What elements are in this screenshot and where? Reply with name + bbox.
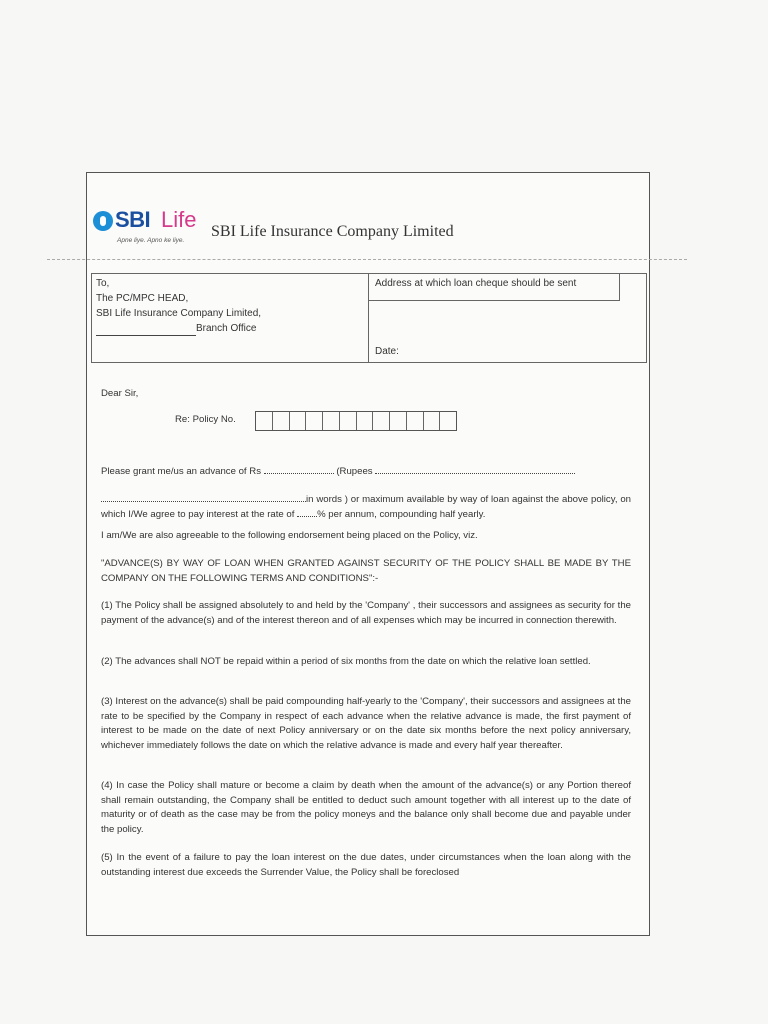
logo-tagline: Apne liye. Apno ke liye.: [117, 237, 185, 244]
cheque-address-label: Address at which loan cheque should be sent: [375, 278, 577, 289]
policy-number-boxes[interactable]: [255, 411, 457, 431]
advance-amount-label: Please grant me/us an advance of Rs: [101, 466, 261, 477]
interest-rate-text: policy, on which I/We agree to pay interest at the rate of: [101, 494, 631, 520]
loan-request-form: [86, 172, 650, 936]
amount-blank[interactable]: [264, 473, 334, 474]
clause-5: (5) In the event of a failure to pay the loan interest on the due dates, under circumstances when the loan along with the outstanding interest due exceeds the Surrender Value, the Policy shall be foreclosed: [101, 852, 631, 878]
rate-blank[interactable]: [297, 516, 317, 517]
clause-4: (4) In case the Policy shall mature or become a claim by death when the amount of the advance(s) or any Portion thereof shall remain outstanding, the Company shall be entitled to deduct such amount together with all interest up to the date of maturity or of death as the case may be from the policy moneys and the balance only shall become due and payable under the policy.: [101, 780, 631, 835]
in-words-text: in words ) or maximum available by way of loan against the above: [306, 494, 589, 505]
company-name: SBI Life Insurance Company Limited: [211, 223, 454, 240]
address-line3: Branch Office: [196, 323, 257, 334]
header-divider: [47, 259, 687, 260]
per-annum-text: % per annum, compounding half yearly.: [317, 508, 486, 520]
recipient-address: [96, 276, 261, 336]
cheque-address-header: [369, 274, 620, 301]
endorsement-paragraph: I am/We are also agreeable to the following endorsement being placed on the Policy, viz.: [101, 530, 478, 541]
clause-3: (3) Interest on the advance(s) shall be paid compounding half-yearly to the 'Company', their successors and assignees at the rate to be specified by the Company in respect of each advance when the relative advance is made, the first payment of interest to be made on the date of next Policy anniversary or on the date six months before the next policy anniversary, whichever immediately follows the date on which the relative advance is made and every half year thereafter.: [101, 696, 631, 751]
policy-no-label: Re: Policy No.: [175, 414, 236, 425]
logo-sbi-text: SBI: [115, 207, 151, 232]
rupees-blank[interactable]: [375, 473, 575, 474]
sbi-life-logo: [93, 207, 203, 251]
words-blank[interactable]: [101, 501, 306, 502]
address-to: To,: [96, 278, 110, 289]
branch-name-blank[interactable]: [96, 335, 196, 336]
address-line2: SBI Life Insurance Company Limited,: [96, 308, 262, 319]
cheque-address-section: [368, 274, 647, 362]
advance-request-line: [101, 465, 631, 480]
terms-heading: "ADVANCE(S) BY WAY OF LOAN WHEN GRANTED AGAINST SECURITY OF THE POLICY SHALL BE MADE BY THE COMPANY ON THE FOLLOWING TERMS AND CONDITIONS":-: [101, 558, 631, 584]
rupees-label: (Rupees: [336, 466, 373, 477]
salutation: Dear Sir,: [101, 388, 139, 399]
logo-life-text: Life: [161, 207, 197, 232]
date-label: Date:: [375, 346, 399, 357]
advance-terms-paragraph: [101, 493, 631, 522]
clause-2: (2) The advances shall NOT be repaid within a period of six months from the date on which the relative loan settled.: [101, 656, 591, 667]
address-box: [91, 273, 647, 363]
clause-1: (1) The Policy shall be assigned absolutely to and held by the 'Company' , their successors and assignees as security for the payment of the advance(s) and of the interest thereon and of all expenses which may be incurred in connection therewith.: [101, 600, 631, 626]
address-line1: The PC/MPC HEAD,: [96, 293, 189, 304]
logo-mark-icon: [93, 211, 113, 231]
